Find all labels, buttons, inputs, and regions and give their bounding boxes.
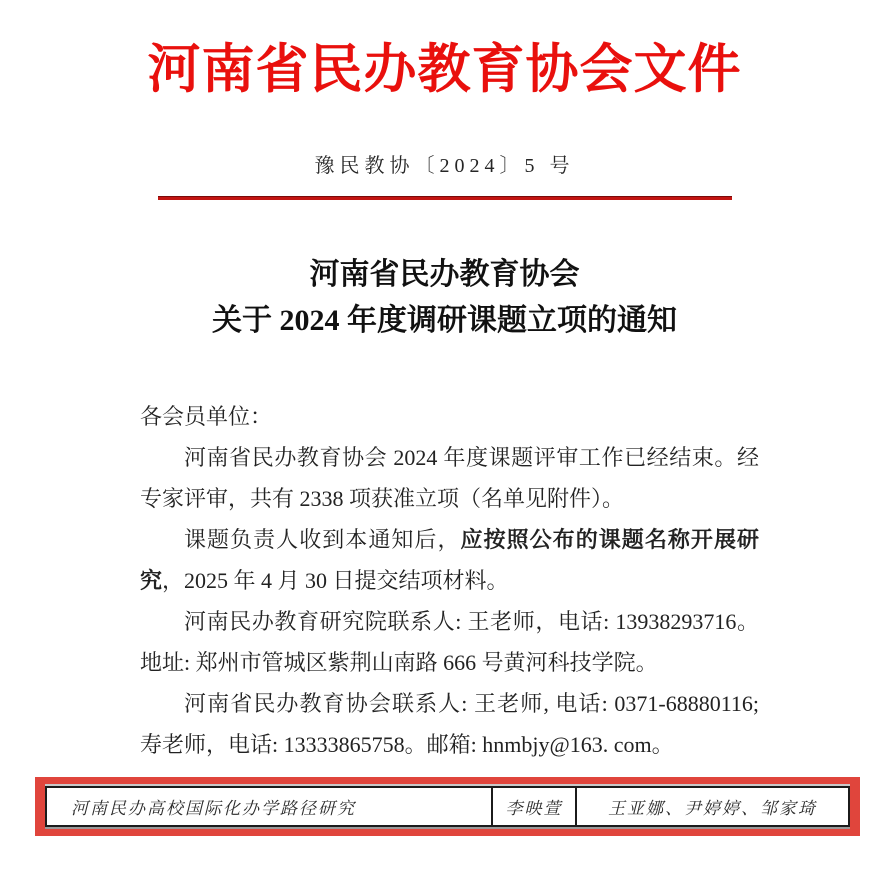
body-paragraph xyxy=(140,601,759,683)
text-run: 河南民办教育研究院联系人: 王老师，电话: 13938293716。地址: 郑州市管城区紫荆山南路 666 号黄河科技学院。 xyxy=(140,609,759,675)
red-divider-line xyxy=(158,196,732,200)
cell-leader-name: 李映萱 xyxy=(493,788,577,825)
document-header-title: 河南省民办教育协会文件 xyxy=(147,41,742,99)
table-row xyxy=(45,786,850,827)
text-run: 课题负责人收到本通知后， xyxy=(184,527,461,552)
text-run: ，2025 年 4 月 30 日提交结项材料。 xyxy=(162,568,509,593)
cell-project-title: 河南民办高校国际化办学路径研究 xyxy=(47,788,493,825)
notice-title-line2: 关于 2024 年度调研课题立项的通知 xyxy=(212,304,677,337)
notice-body xyxy=(140,396,759,765)
cell-member-names: 王亚娜、尹婷婷、邹家琦 xyxy=(608,799,817,818)
salutation: 各会员单位： xyxy=(140,404,273,429)
text-run: 河南省民办教育协会 2024 年度课题评审工作已经结束。经专家评审，共有 2338 项获准立项（名单见附件）。 xyxy=(140,445,759,511)
body-paragraph xyxy=(140,683,759,765)
body-paragraph xyxy=(140,519,759,601)
body-paragraph xyxy=(140,437,759,519)
doc-number: 豫民教协〔2024〕5 号 xyxy=(314,155,575,177)
notice-title-line1: 河南省民办教育协会 xyxy=(309,258,580,291)
body-paragraphs xyxy=(140,437,759,765)
emphasis-text: 应按照公布的课题名称开展研究 xyxy=(140,527,759,593)
highlight-annotation-box xyxy=(35,777,860,836)
text-run: 河南省民办教育协会联系人: 王老师, 电话: 0371-68880116; 寿老师，电话: 13333865758。邮箱: hnmbjy@163. com。 xyxy=(140,691,759,757)
notice-title xyxy=(0,252,889,344)
